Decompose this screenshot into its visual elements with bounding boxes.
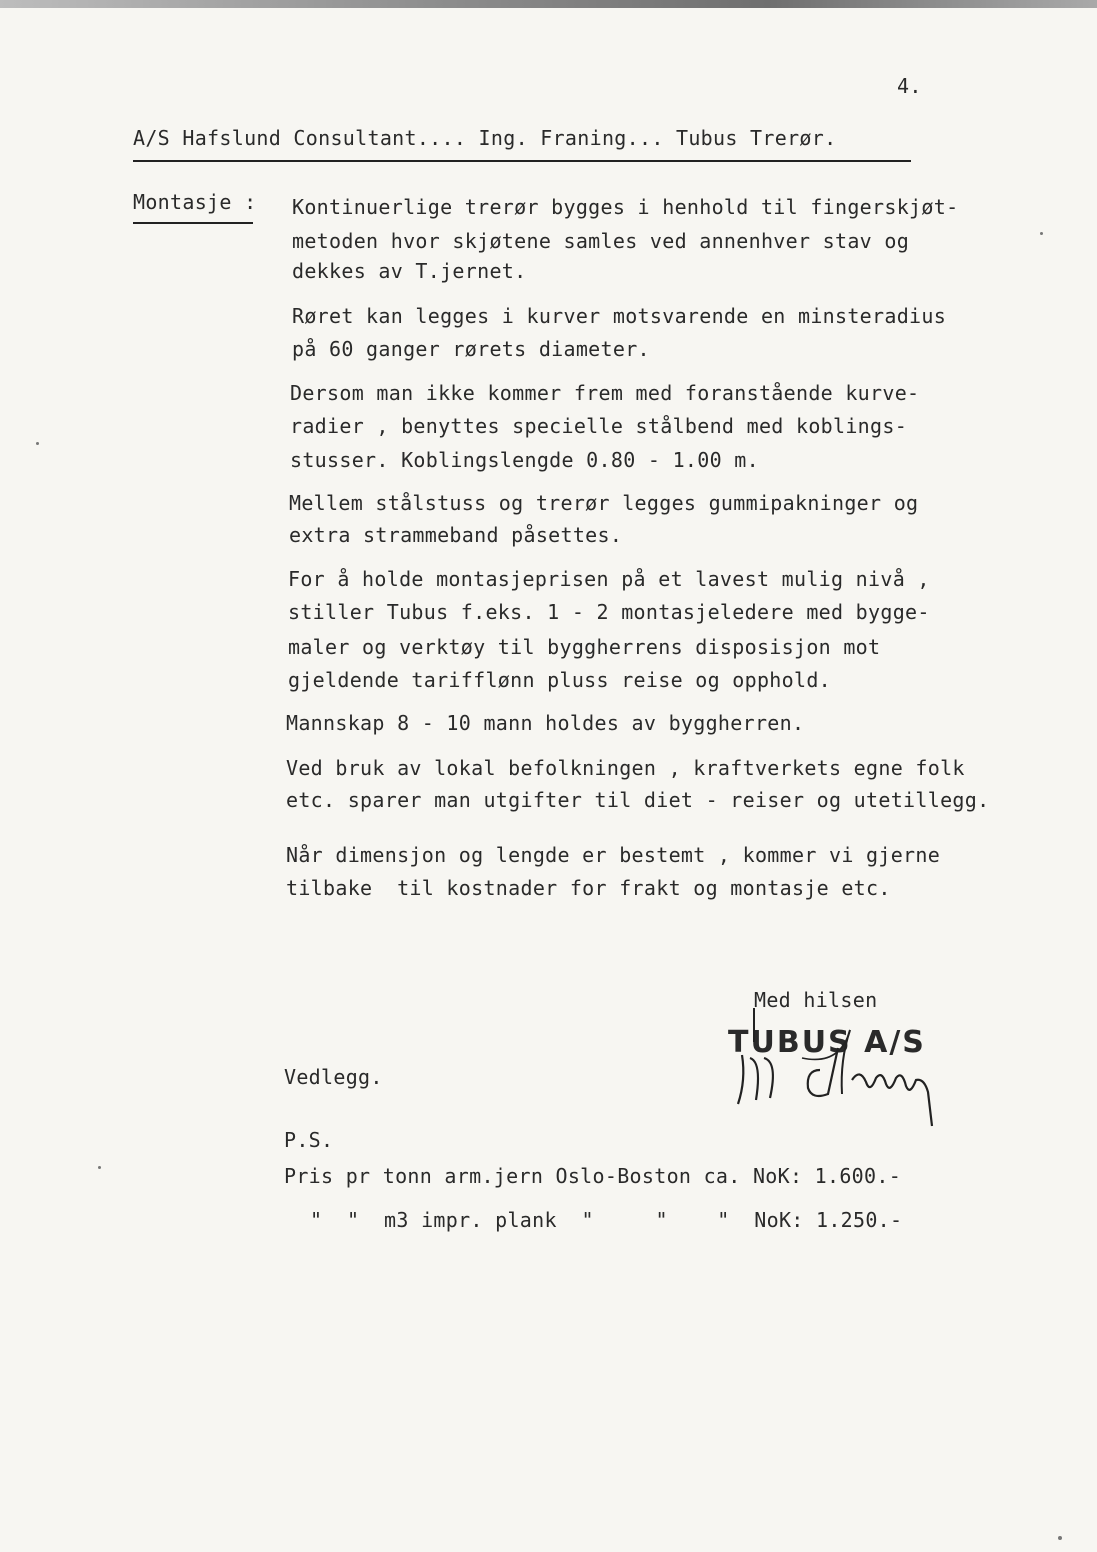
body-line: Dersom man ikke kommer frem med foranstående kurve-: [290, 381, 920, 405]
ps-price-plank: " " m3 impr. plank " " " NoK: 1.250.-: [310, 1208, 903, 1232]
ps-price-rebar: Pris pr tonn arm.jern Oslo-Boston ca. NoK: 1.600.-: [284, 1164, 902, 1188]
header-underline: [133, 160, 911, 162]
body-line: extra strammeband påsettes.: [289, 523, 623, 547]
body-line: på 60 ganger rørets diameter.: [292, 337, 650, 361]
scan-speck: [98, 1166, 101, 1169]
body-line: Røret kan legges i kurver motsvarende en minsteradius: [292, 304, 947, 328]
letter-header: A/S Hafslund Consultant.... Ing. Franing... Tubus Trerør.: [133, 126, 837, 150]
body-line: maler og verktøy til byggherrens disposisjon mot: [288, 635, 881, 659]
body-line: Mellem stålstuss og trerør legges gummipakninger og: [289, 491, 919, 515]
body-line: Ved bruk av lokal befolkningen , kraftverkets egne folk: [286, 756, 965, 780]
body-line: metoden hvor skjøtene samles ved annenhver stav og: [292, 229, 910, 253]
body-line: gjeldende tarifflønn pluss reise og opphold.: [288, 668, 832, 692]
body-line: For å holde montasjeprisen på et lavest mulig nivå ,: [288, 567, 930, 591]
body-line: dekkes av T.jernet.: [292, 259, 527, 283]
body-line: radier , benyttes specielle stålbend med koblings-: [290, 414, 908, 438]
enclosure-note: Vedlegg.: [284, 1065, 383, 1089]
ps-label: P.S.: [284, 1128, 334, 1152]
page-number: 4.: [897, 74, 922, 98]
body-line: tilbake til kostnader for frakt og montasje etc.: [286, 876, 891, 900]
scan-edge: [0, 0, 1097, 8]
company-stamp: TUBUS A/S: [728, 1025, 926, 1060]
body-line: stiller Tubus f.eks. 1 - 2 montasjeledere med bygge-: [288, 600, 930, 624]
body-line: stusser. Koblingslengde 0.80 - 1.00 m.: [290, 448, 759, 472]
scan-speck: [1058, 1536, 1062, 1540]
section-label: Montasje :: [133, 190, 257, 214]
scan-speck: [1040, 232, 1043, 235]
signature-stamp: [720, 1000, 960, 1130]
body-line: Kontinuerlige trerør bygges i henhold til fingerskjøt-: [292, 195, 959, 219]
body-line: Når dimensjon og lengde er bestemt , kommer vi gjerne: [286, 843, 941, 867]
body-line: Mannskap 8 - 10 mann holdes av byggherren.: [286, 711, 805, 735]
scan-speck: [36, 442, 39, 445]
section-label-underline: [133, 222, 253, 224]
closing: Med hilsen: [754, 988, 878, 1012]
body-line: etc. sparer man utgifter til diet - reiser og utetillegg.: [286, 788, 990, 812]
